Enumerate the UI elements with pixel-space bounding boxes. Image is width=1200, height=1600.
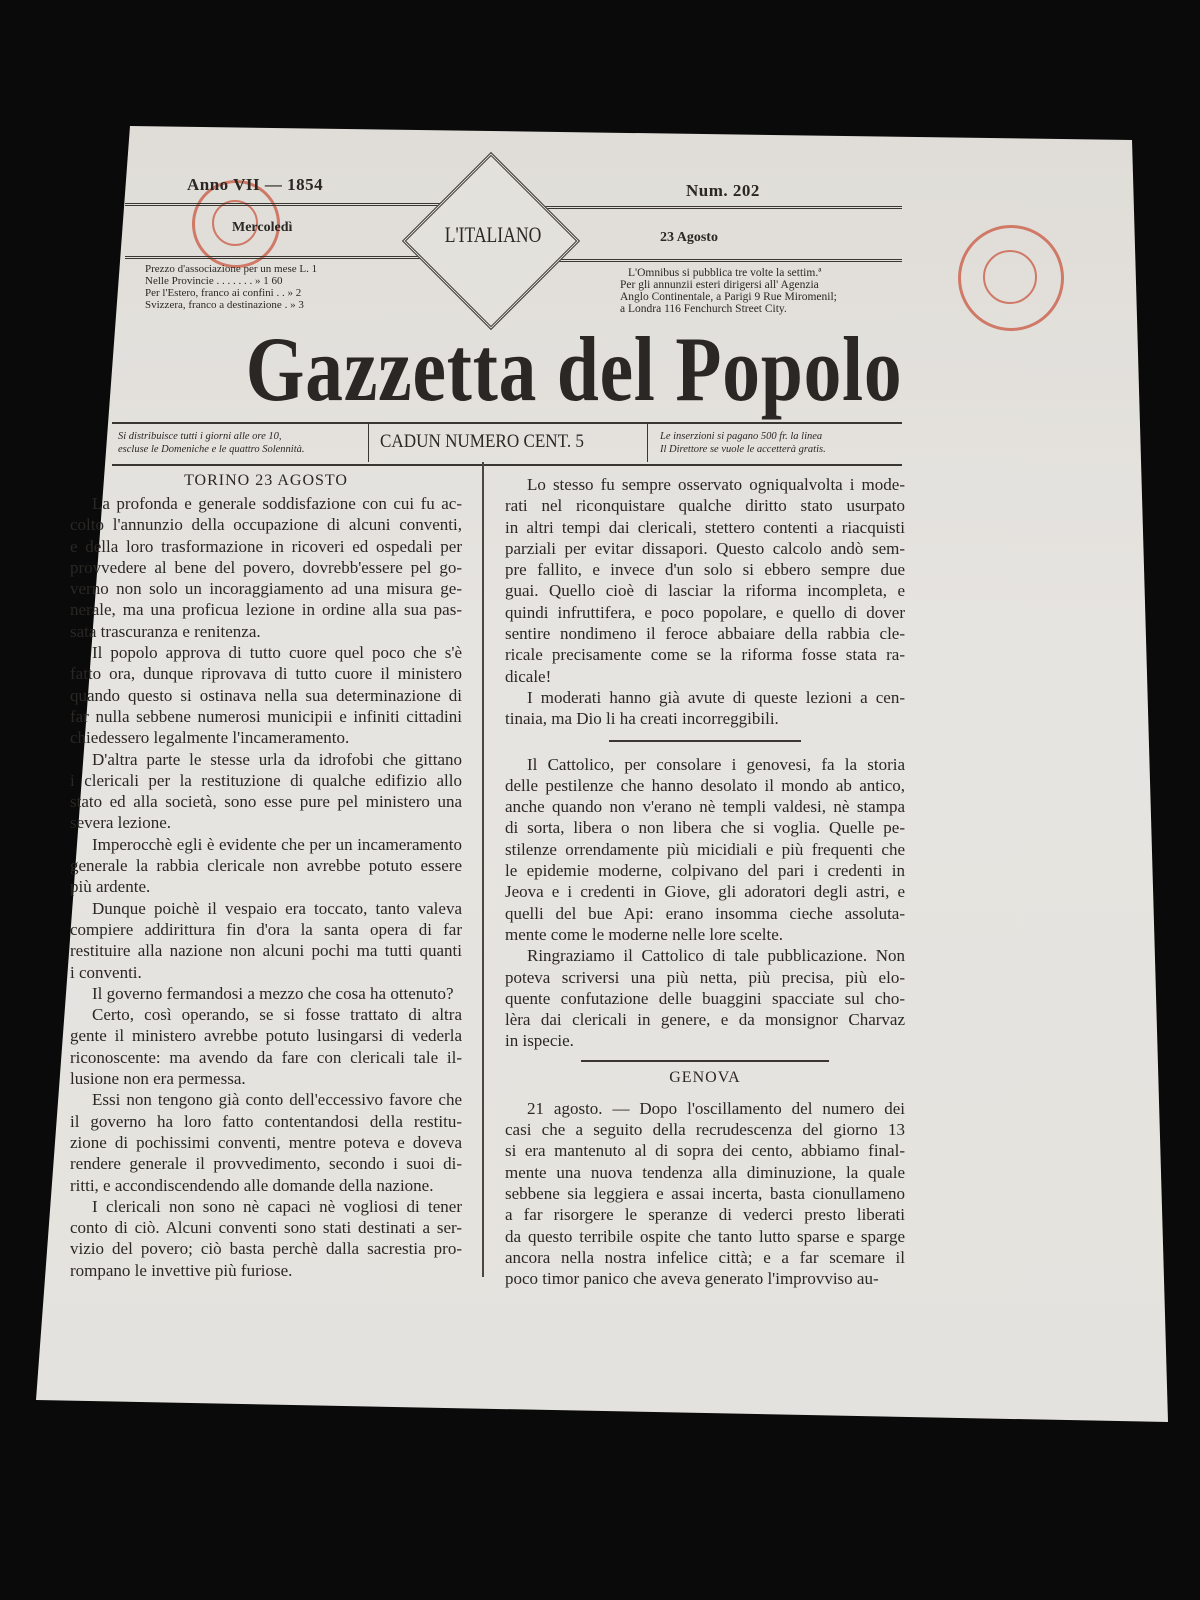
distribution-line: Si distribuisce tutti i giorni alle ore 10, [118, 431, 282, 442]
info-band [112, 422, 902, 466]
text-line: quando questo si ostinava nella sua determinazione di [70, 685, 462, 705]
text-line: tinaia, ma Dio li ha creati incorreggibili. [505, 709, 779, 729]
text-line: sebbene sia leggiera e assai incerta, basta cionullameno [505, 1183, 905, 1203]
text-line: guai. Quello cioè di lasciar la riforma incompleta, e [505, 581, 905, 601]
text-line: fatto ora, dunque riprovava di tutto cuore il ministero [70, 664, 462, 684]
divider [368, 424, 369, 462]
article-body [505, 1098, 905, 1290]
text-line: in altri tempi dai clericali, stettero contenti a riacquisti [505, 517, 905, 537]
text-line: quelli del bue Api: erano insomma cieche assoluta- [505, 903, 905, 923]
article-body [505, 474, 905, 730]
text-line: mente come le moderne nelle lore scelte. [505, 924, 784, 944]
text-line: Dunque poichè il vespaio era toccato, tanto valeva [92, 898, 462, 918]
text-line: in ispecie. [505, 1031, 574, 1051]
text-line: generale la rabbia clericale non avrebbe potuto essere [70, 856, 462, 876]
text-line: più ardente. [70, 877, 151, 897]
text-line: vizio del povero; ciò basta perchè dalla sacrestia pro- [70, 1239, 462, 1259]
text-line: di sorta, libera o non libera che si voglia. Quelle pe- [505, 818, 905, 838]
subscription-line: Prezzo d'associazione per un mese L. 1 [145, 263, 318, 275]
text-line: lèra dai clericali in genere, e da monsignor Charvaz [505, 1010, 905, 1030]
date: 23 Agosto [660, 230, 718, 245]
text-line: anche quando non v'erano nè templi valdesi, nè stampa [505, 797, 905, 817]
text-line: lusione non era permessa. [70, 1069, 246, 1089]
text-line: provvedere al bene del povero, dovrebb'essere pel go- [70, 557, 462, 577]
publication-notice [620, 267, 837, 315]
text-line: far nulla sebbene numerosi municipii e infiniti cittadini [70, 706, 462, 726]
section-rule [581, 1060, 829, 1062]
text-line: mente una nuova tendenza alla diminuzione, la quale [505, 1162, 905, 1182]
text-line: severa lezione. [70, 813, 171, 833]
distribution-info [118, 430, 305, 456]
text-line: compiere addirittura fin d'ora la santa opera di far [70, 919, 462, 939]
text-line: i clericali per la restituzione di qualche edifizio allo [70, 770, 462, 790]
article-body [70, 493, 462, 1281]
text-line: Il popolo approva di tutto cuore quel poco che s'è [92, 643, 462, 663]
text-line: le epidemie moderne, colpivano del pari i credenti in [505, 861, 905, 881]
weekday: Mercoledì [232, 220, 293, 235]
text-line: La profonda e generale soddisfazione con cui fu ac- [92, 494, 462, 513]
notice-line: a Londra 116 Fenchurch Street City. [620, 303, 787, 315]
text-line: Il Cattolico, per consolare i genovesi, fa la storia [527, 754, 905, 774]
left-column [70, 469, 462, 1281]
issue-number: Num. 202 [686, 181, 760, 200]
text-line: e della loro trasformazione in ricoveri ed ospedali per [70, 536, 462, 556]
price-label: CADUN NUMERO CENT. 5 [380, 431, 584, 452]
distribution-line: escluse le Domeniche e le quattro Solennità. [118, 444, 305, 455]
notice-line: Per gli annunzii esteri dirigersi all' Agenzia [620, 279, 819, 291]
text-line: si era mantenuto al di sopra dei cento, abbiamo final- [505, 1141, 905, 1161]
text-line: Jeova e i credenti in Giove, gli adoratori degli astri, e [505, 882, 905, 902]
text-line: poco timor panico che aveva generato l'improvviso au- [505, 1269, 879, 1289]
column-divider [482, 462, 484, 1277]
genova-heading: GENOVA [669, 1068, 741, 1086]
text-line: quente confutazione delle buaggini spacciate sul cho- [505, 988, 905, 1008]
article-heading: TORINO 23 AGOSTO [184, 472, 348, 489]
text-line: chiedessero legalmente l'incameramento. [70, 728, 350, 748]
postmark-stamp-inner-right [983, 250, 1037, 304]
text-line: quindi infruttifera, e poco popolare, e quello di dover [505, 602, 905, 622]
text-line: D'altra parte le stesse urla da idrofobi che gittano [92, 749, 462, 769]
text-line: rompano le invettive più furiose. [70, 1260, 293, 1280]
subscription-line: Svizzera, franco a destinazione . » 3 [145, 299, 304, 311]
text-line: Essi non tengono già conto dell'eccessivo favore che [92, 1090, 462, 1110]
text-line: Imperocchè egli è evidente che per un incameramento [92, 834, 462, 854]
text-line: 21 agosto. — Dopo l'oscillamento del numero dei [527, 1098, 905, 1118]
text-line: rati nel riconquistare qualche diritto stato usurpato [505, 496, 905, 516]
text-line: colto l'annunzio della occupazione di alcuni conventi, [70, 515, 462, 535]
emblem-text: L'ITALIANO [444, 222, 542, 247]
subscription-prices [145, 263, 317, 311]
year-label: Anno VII — 1854 [187, 175, 324, 194]
text-line: il governo ha loro fatto contentandosi della restitu- [70, 1111, 462, 1131]
text-line: Lo stesso fu sempre osservato ogniqualvolta i mode- [527, 475, 905, 494]
insertions-line: Le inserzioni si pagano 500 fr. la linea [660, 431, 823, 442]
newspaper-title: Gazzetta del Popolo [245, 318, 903, 420]
right-column [505, 474, 905, 1289]
text-line: gente il ministero avrebbe potuto lusingarsi di vederla [70, 1026, 462, 1046]
text-line: stilenze orrendamente più micidiali e più frequenti che [505, 839, 905, 859]
subscription-line: Per l'Estero, franco ai confini . . » 2 [145, 287, 302, 299]
subscription-line: Nelle Provincie . . . . . . . » 1 60 [145, 275, 283, 287]
text-line: parziali per evitar dissapori. Questo calcolo andò sem- [505, 538, 905, 558]
insertions-line: Il Direttore se vuole le accetterà gratis. [660, 444, 826, 455]
text-line: verno non solo un incoraggiamento ad una misura ge- [70, 579, 462, 599]
text-line: i conventi. [70, 962, 142, 982]
divider [647, 424, 648, 462]
insertions-info [660, 430, 826, 456]
text-line: a far risorgere le speranze di vederci presto liberati [505, 1205, 905, 1225]
article-body [505, 754, 905, 1052]
text-line: da questo terribile ospite che tanto lutto sparse e sparge [505, 1226, 905, 1246]
text-line: I moderati hanno già avute di queste lezioni a cen- [527, 687, 905, 707]
text-line: dicale! [505, 666, 552, 686]
text-line: sata trascuranza e renitenza. [70, 621, 261, 641]
section-rule [609, 740, 801, 742]
text-line: stato ed alla società, sono esse pure pel ministero una [70, 792, 462, 812]
text-line: ricale precisamente come se la riforma fosse stata ra- [505, 645, 905, 665]
text-line: Il governo fermandosi a mezzo che cosa ha ottenuto? [92, 983, 454, 1003]
text-line: Certo, così operando, se si fosse trattato di altra [92, 1005, 462, 1025]
text-line: casi che a seguito della recrudescenza del giorno 13 [505, 1120, 905, 1140]
text-line: Ringraziamo il Cattolico di tale pubblicazione. Non [527, 946, 905, 966]
text-line: poteva scriversi una più netta, più precisa, più elo- [505, 967, 905, 987]
text-line: rendere generale il provvedimento, secondo i suoi di- [70, 1154, 462, 1174]
text-line: zione di pochissimi conventi, mentre poteva e doveva [70, 1132, 462, 1152]
text-line: delle pestilenze che hanno desolato il mondo ab antico, [505, 775, 905, 795]
text-line: riconoscente: ma avendo da fare con clericali tale il- [70, 1047, 462, 1067]
text-line: conto di ciò. Alcuni conventi sono stati destinati a ser- [70, 1218, 462, 1238]
text-line: sentire nondimeno il feroce abbaiare della rabbia cle- [505, 624, 905, 644]
notice-line: L'Omnibus si pubblica tre volte la settim.ª [628, 267, 822, 279]
text-line: nerale, ma una proficua lezione in ordine alla sua pas- [70, 600, 462, 620]
notice-line: Anglo Continentale, a Parigi 9 Rue Miromenil; [620, 291, 837, 303]
text-line: pre fallito, e invece d'un solo si ebbero sempre due [505, 560, 905, 580]
text-line: restituire alla nazione non alcuni pochi ma tutti quanti [70, 941, 462, 961]
text-line: ancora nella nostra infelice città; e a far scemare il [505, 1247, 905, 1267]
text-line: ritti, e accondiscendendo alle domande della nazione. [70, 1175, 434, 1195]
text-line: I clericali non sono nè capaci nè vogliosi di tener [92, 1196, 462, 1216]
